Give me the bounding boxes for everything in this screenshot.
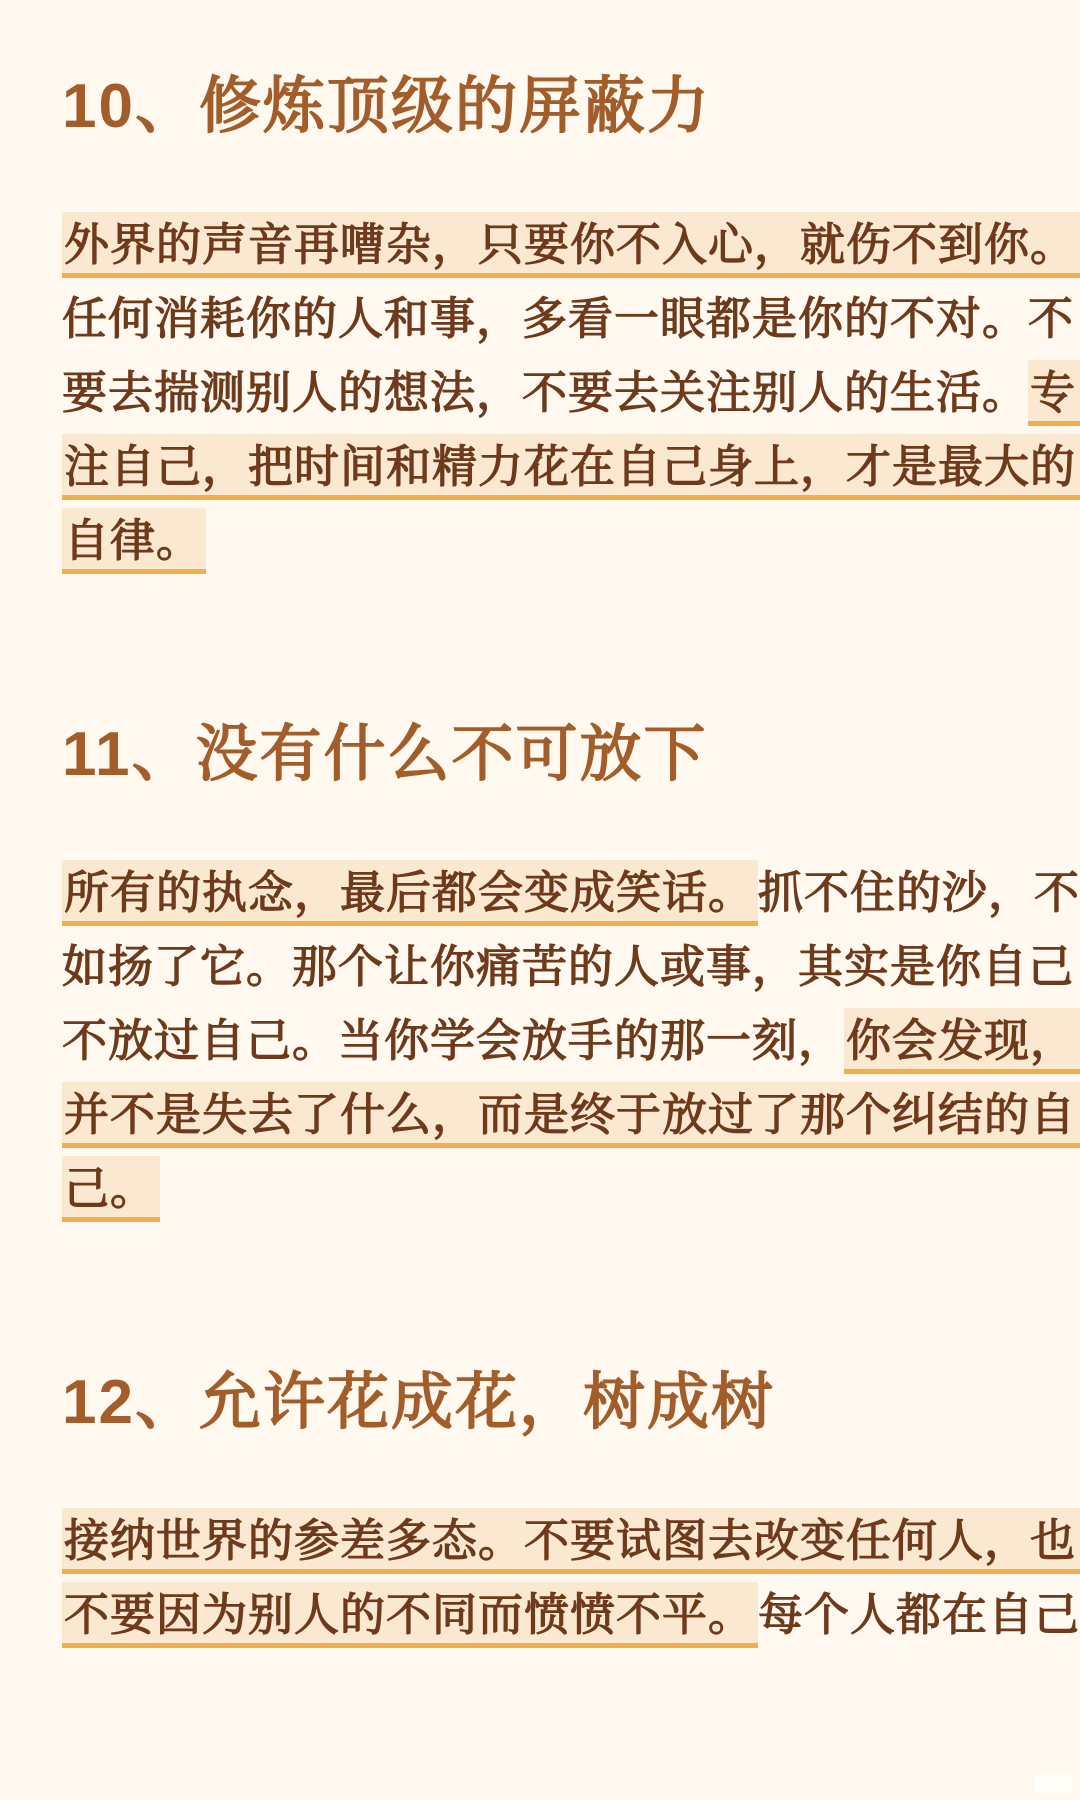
text-segment: 不放过自己。当你学会放手的那一刻，: [62, 1015, 845, 1066]
highlighted-text-segment: 己。: [62, 1156, 160, 1222]
section-10-paragraph: [62, 208, 1077, 578]
highlighted-text-segment: 并不是失去了什么，而是终于放过了那个纠结的自: [62, 1082, 1080, 1148]
section-11-paragraph: [62, 856, 1080, 1226]
highlighted-text-segment: 所有的执念，最后都会变成笑话。: [62, 860, 758, 926]
section-11-heading: 11、没有什么不可放下: [62, 720, 708, 789]
paragraph-line: [62, 1078, 1077, 1152]
highlighted-text-segment: 你会发现，: [844, 1008, 1080, 1074]
paragraph-line: [62, 930, 1075, 1004]
watermark-remnant: [1034, 1774, 1072, 1794]
text-segment: 要去揣测别人的想法，不要去关注别人的生活。: [62, 367, 1029, 418]
paragraph-line: [62, 282, 1075, 356]
section-12-paragraph: [62, 1504, 1080, 1652]
paragraph-line: [62, 208, 1077, 282]
paragraph-line: [62, 856, 1080, 930]
highlighted-text-segment: 注自己，把时间和精力花在自己身上，才是最大的: [62, 434, 1080, 500]
highlighted-text-segment: 自律。: [62, 508, 206, 574]
highlighted-text-segment: 不要因为别人的不同而愤愤不平。: [62, 1582, 758, 1648]
paragraph-line: [62, 430, 1077, 504]
text-segment: 抓不住的沙，不: [758, 867, 1080, 918]
paragraph-line: [62, 1578, 1080, 1652]
text-segment: 任何消耗你的人和事，多看一眼都是你的不对。不: [62, 293, 1075, 344]
paragraph-line: [62, 504, 1024, 578]
text-segment: 每个人都在自己: [758, 1589, 1080, 1640]
highlighted-text-segment: 专: [1028, 360, 1080, 426]
section-10: [62, 70, 1077, 578]
section-12-heading: 12、允许花成花，树成树: [62, 1368, 775, 1437]
paragraph-line: [62, 1004, 1077, 1078]
text-segment: 如扬了它。那个让你痛苦的人或事，其实是你自己: [62, 941, 1075, 992]
section-12: [62, 1366, 1080, 1652]
section-10-heading: 10、修炼顶级的屏蔽力: [62, 72, 711, 141]
paragraph-line: [62, 1152, 1024, 1226]
highlighted-text-segment: 外界的声音再嘈杂，只要你不入心，就伤不到你。: [62, 212, 1080, 278]
section-11: [62, 718, 1080, 1226]
highlighted-text-segment: 接纳世界的参差多态。不要试图去改变任何人，也: [62, 1508, 1080, 1574]
paragraph-line: [62, 356, 1077, 430]
paragraph-line: [62, 1504, 1077, 1578]
